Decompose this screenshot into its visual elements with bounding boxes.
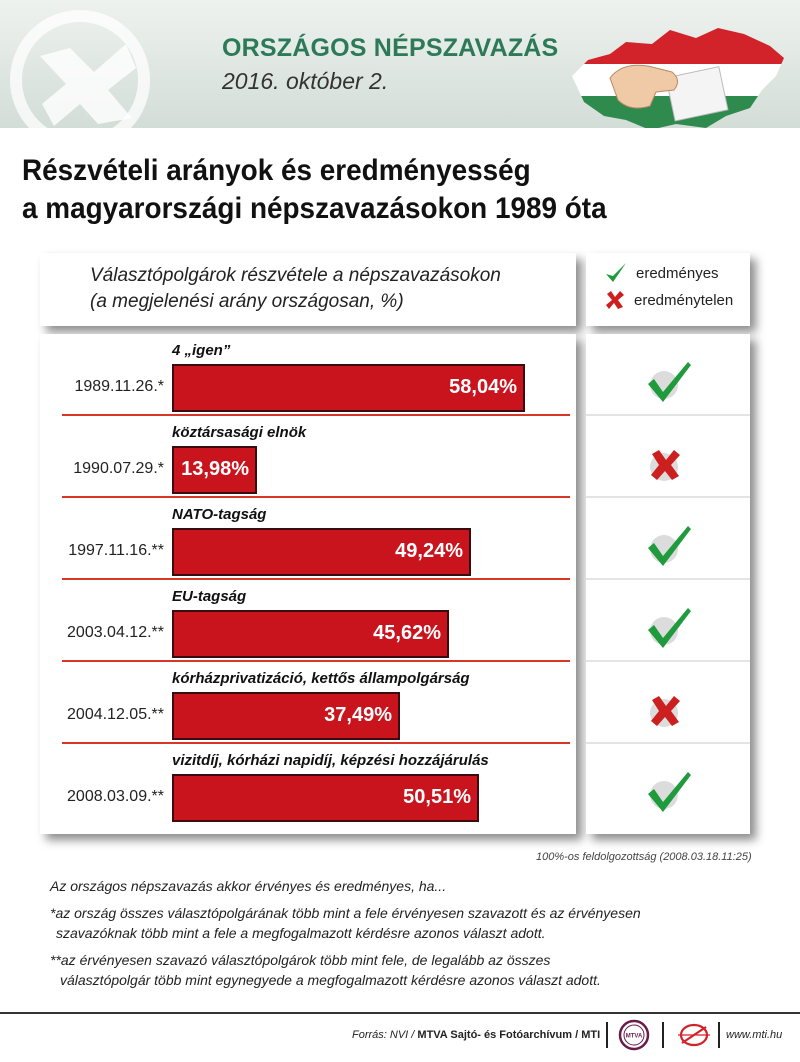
check-icon [604,261,628,285]
row-separator [62,660,570,662]
result-check-icon [644,604,694,650]
row-separator [586,742,750,744]
result-check-icon [644,768,694,814]
turnout-value-label: 58,04% [449,376,517,398]
hungary-flag-map-icon [566,24,788,128]
date-label: 1997.11.16.** [68,542,164,559]
topic-label: EU-tagság [172,588,247,605]
legend-item-success [604,261,719,285]
main-title-line1: Részvételi arányok és eredményesség [22,154,531,187]
processing-footnote: 100%-os feldolgozottság (2008.03.18.11:25) [536,851,752,863]
note-single-star-line1: *az ország összes választópolgárának több mint a fele érvényesen szavazott és az érvényesen [50,905,641,921]
row-separator [586,578,750,580]
subtitle-line1: Választópolgárok részvétele a népszavazásokon [90,265,501,286]
turnout-value-label: 49,24% [395,540,463,562]
notes-intro: Az országos népszavazás akkor érvényes és eredményes, ha... [50,878,447,894]
row-separator [586,414,750,416]
main-title-line2: a magyarországi népszavazásokon 1989 óta [22,192,607,225]
legend-item-failure [604,289,733,311]
footer-divider [0,1012,800,1014]
footer-separator [718,1022,720,1048]
result-check-icon [644,358,694,404]
source-credit [352,1029,600,1041]
footer-separator [606,1022,608,1048]
subtitle-line2: (a megjelenési arány országosan, %) [90,291,404,312]
result-check-icon [644,522,694,568]
turnout-value-label: 45,62% [373,622,441,644]
note-double-star-line1: **az érvényesen szavazó választópolgárok több mint fele, de legalább az összes [50,952,551,968]
note-double-star-line2: választópolgár több mint egynegyede a megfogalmazott kérdésre azonos választ adott. [60,972,601,988]
footer-separator [662,1022,664,1048]
date-label: 1990.07.29.* [73,460,164,477]
header-banner [0,0,800,128]
row-separator [62,414,570,416]
legend-label-failure: eredménytelen [634,291,734,309]
note-single-star-line2: szavazóknak több mint a fele a megfogalmazott kérdésre azonos választ adott. [56,925,546,941]
ballot-x-icon [32,38,142,128]
header-date: 2016. október 2. [222,68,389,94]
subtitle-panel [40,253,576,326]
website-link[interactable]: www.mti.hu [726,1029,783,1041]
result-cross-icon [644,686,694,732]
date-label: 2008.03.09.** [67,788,164,805]
legend-label-success: eredményes [636,264,719,282]
date-label: 2003.04.12.** [67,624,164,641]
cross-icon [604,289,626,311]
row-separator [62,578,570,580]
mtva-logo-text: MTVA [625,1033,643,1040]
mtva-logo-icon [618,1019,650,1051]
header-title: ORSZÁGOS NÉPSZAVAZÁS [222,34,559,62]
topic-label: vizitdíj, kórházi napidíj, képzési hozzájárulás [172,752,489,769]
mti-logo-icon [676,1021,712,1049]
topic-label: kórházprivatizáció, kettős állampolgárság [172,670,470,687]
date-label: 1989.11.26.* [74,378,164,395]
turnout-value-label: 13,98% [181,458,249,480]
date-label: 2004.12.05.** [67,706,164,723]
row-separator [62,496,570,498]
source-archive: MTVA Sajtó- és Fotóarchívum [417,1029,573,1041]
turnout-value-label: 50,51% [403,786,471,808]
result-icons-panel [586,334,750,834]
chart-panel [40,334,576,834]
row-separator [586,660,750,662]
legend-panel [586,253,750,326]
source-prefix: Forrás: NVI / [352,1029,418,1041]
result-cross-icon [644,440,694,486]
main-title [22,152,607,228]
source-suffix: / MTI [572,1029,601,1041]
turnout-value-label: 37,49% [324,704,392,726]
topic-label: köztársasági elnök [172,424,307,441]
row-separator [586,496,750,498]
topic-label: NATO-tagság [172,506,267,523]
topic-label: 4 „igen” [172,342,231,359]
row-separator [62,742,570,744]
